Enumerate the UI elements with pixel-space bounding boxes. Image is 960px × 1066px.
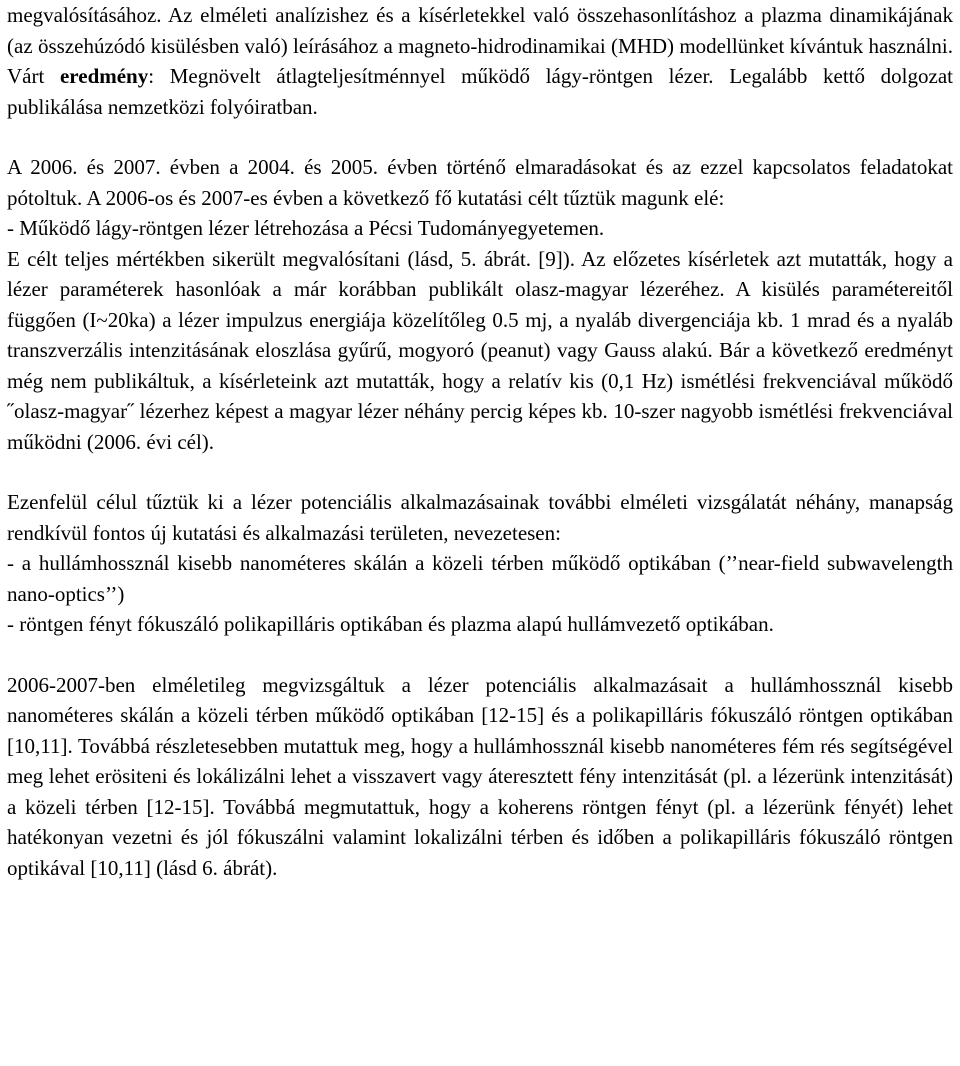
expected-result-prefix: Várt (7, 64, 60, 88)
expected-result-label: eredmény (59, 64, 149, 88)
paragraph-theory (7, 670, 953, 884)
goal-bullet: - Működő lágy-röntgen lézer létrehozása a Pécsi Tudományegyetemen. (7, 216, 605, 240)
paragraph-results-text: E célt teljes mértékben sikerült megvalósítani (lásd, 5. ábrát. [9]). Az előzetes kísérletek azt mutatták, hogy a lézer paraméterek hasonlóak a már korábban publikált olasz-magyar lézeréhez. A kisülés paramétereitől függően (I~20ka) a lézer impulzus energiája közelítőleg 0.5 mj, a nyaláb divergenciája kb. 1 mrad és a nyaláb transzverzális intenzitásának eloszlása gyűrű, mogyoró (peanut) vagy Gauss alakú. Bár a következő eredményt még nem publikáltuk, a kísérleteink azt mutatták, hogy a relatív kis (0,1 Hz) ismétlési frekvenciával működő ˝olasz-magyar˝ lézerhez képest a magyar lézer néhány percig képes kb. 10-szer nagyobb ismétlési frekvenciával működni (2006. évi cél). (7, 246, 953, 454)
paragraph-2006-2007 (7, 152, 953, 457)
paragraph-mhd-text: megvalósításához. Az elméleti analízishez és a kísérletekkel való összehasonlításhoz a plazma dinamikájának (az összehúzódó kisülésben való) leírásához a magneto-hidrodinamikai (MHD) modellünket kívántuk használni. (7, 3, 953, 58)
document-page (7, 0, 953, 883)
paragraph-2006-2007-text: A 2006. és 2007. évben a 2004. és 2005. évben történő elmaradásokat és az ezzel kapcsolatos feladatokat pótoltuk. A 2006-os és 2007-es évben a következő fő kutatási célt tűztük magunk elé: (7, 155, 953, 210)
spacer (7, 457, 953, 487)
paragraph-applications-text: Ezenfelül célul tűztük ki a lézer potenciális alkalmazásainak további elméleti vizsgálatát néhány, manapság rendkívül fontos új kutatási és alkalmazási területen, nevezetesen: (7, 490, 953, 545)
paragraph-theory-text: 2006-2007-ben elméletileg megvizsgáltuk a lézer potenciális alkalmazásait a hullámhossznál kisebb nanométeres skálán a közeli térben működő optikában [12-15] és a polikapilláris fókuszáló röntgen optikában [10,11]. Továbbá részletesebben mutattuk meg, hogy a hullámhossznál kisebb nanométeres fém rés segítségével meg lehet erösiteni és lokálizálni lehet a visszavert vagy áteresztett fény intenzitását (pl. a lézerünk intenzitását) a közeli térben [12-15]. Továbbá megmutattuk, hogy a koherens röntgen fényt (pl. a lézerünk fényét) lehet hatékonyan vezetni és jól fókuszálni valamint lokalizálni térben és időben a polikapilláris fókuszáló röntgen optikával [10,11] (lásd 6. ábrát). (7, 672, 953, 880)
spacer (7, 640, 953, 670)
application-item-polycapillary: - röntgen fényt fókuszáló polikapilláris optikában és plazma alapú hullámvezető optikában. (7, 612, 774, 636)
spacer (7, 122, 953, 152)
expected-result-text: : Megnövelt átlagteljesítménnyel működő lágy-röntgen lézer. Legalább kettő dolgozat publikálása nemzetközi folyóiratban. (7, 64, 953, 119)
application-item-nano-optics: - a hullámhossznál kisebb nanométeres skálán a közeli térben működő optikában (’’near-field subwavelength nano-optics’’) (7, 551, 953, 606)
paragraph-applications (7, 487, 953, 640)
paragraph-mhd (7, 0, 953, 122)
